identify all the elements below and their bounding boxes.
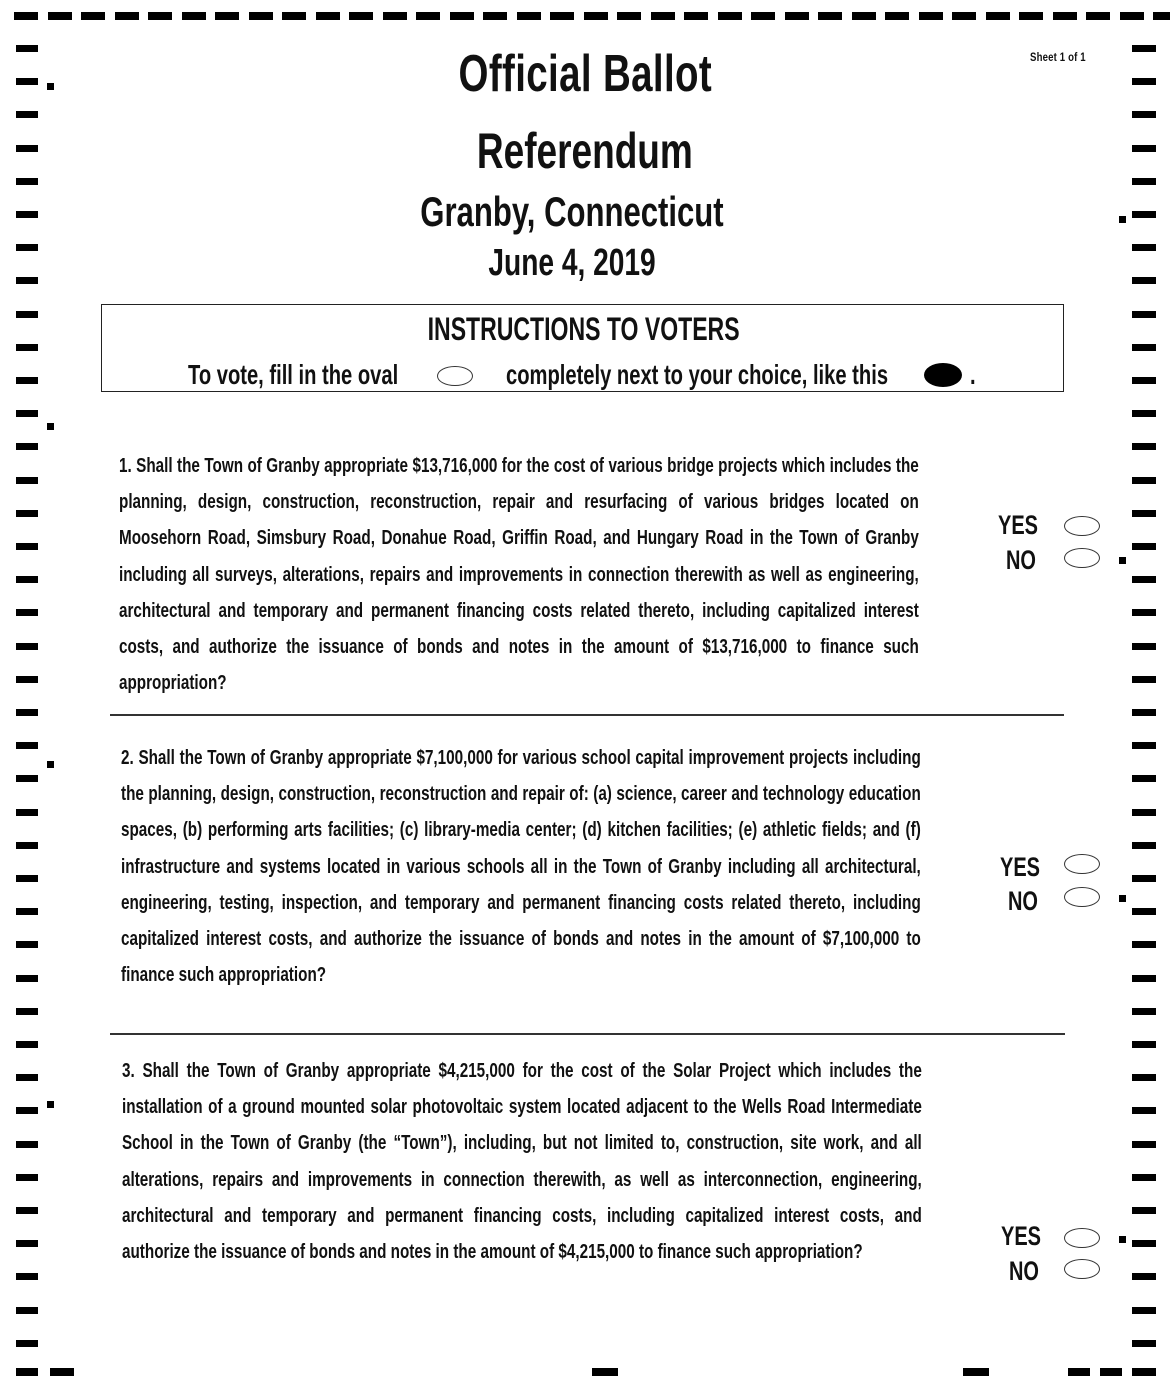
timing-mark — [718, 12, 742, 20]
timing-mark — [115, 12, 139, 20]
timing-mark — [751, 12, 775, 20]
timing-mark — [1132, 377, 1156, 384]
question-3-no-label: NO — [1009, 1256, 1039, 1286]
timing-mark — [16, 377, 38, 384]
timing-mark — [16, 875, 38, 882]
timing-mark — [16, 477, 38, 484]
timing-mark — [383, 12, 407, 20]
timing-mark — [16, 1107, 38, 1114]
timing-mark — [1132, 1107, 1156, 1114]
timing-mark — [584, 12, 608, 20]
timing-mark — [14, 12, 38, 20]
timing-mark — [1132, 1240, 1156, 1247]
timing-mark — [1019, 12, 1043, 20]
timing-mark — [1132, 609, 1156, 616]
timing-mark — [517, 12, 541, 20]
timing-mark — [1132, 643, 1156, 650]
timing-mark — [1132, 1307, 1156, 1314]
timing-mark — [16, 809, 38, 816]
timing-mark — [1132, 809, 1156, 816]
example-filled-oval-icon — [924, 363, 962, 387]
timing-mark — [1119, 895, 1126, 902]
question-2-text: 2. Shall the Town of Granby appropriate $7,100,000 for various school capital improvement projects including the planning, design, construction, reconstruction and repair of: (a) science, career and technology education spaces, (b) performing arts facilities; (c) library-media center; (d) kitchen facilities; (e) athletic fields; and (f) infrastructure and systems located in various schools all in the Town of Granby including all architectural, engineering, testing, inspection, and temporary and permanent financing costs related thereto, including capitalized interest costs, and authorize the issuance of bonds and notes in the amount of $7,100,000 to finance such appropriation? — [121, 746, 921, 987]
ballot-location: Granby, Connecticut — [420, 188, 724, 235]
timing-mark — [1132, 410, 1156, 417]
timing-mark — [1132, 842, 1156, 849]
timing-mark — [16, 709, 38, 716]
example-empty-oval-icon — [437, 366, 473, 386]
timing-mark — [1132, 477, 1156, 484]
question-2-yes-label: YES — [1000, 852, 1040, 882]
timing-mark — [215, 12, 239, 20]
timing-mark — [1132, 742, 1156, 749]
timing-mark — [16, 842, 38, 849]
timing-mark — [416, 12, 440, 20]
timing-mark — [16, 311, 38, 318]
timing-mark — [16, 742, 38, 749]
timing-mark — [1132, 908, 1156, 915]
timing-mark — [1132, 1174, 1156, 1181]
timing-mark — [1120, 12, 1144, 20]
timing-mark — [16, 1340, 38, 1347]
timing-mark — [1132, 1141, 1156, 1148]
question-1-yes-oval[interactable] — [1064, 516, 1100, 536]
timing-mark — [148, 12, 172, 20]
timing-mark — [952, 12, 976, 20]
timing-mark — [1132, 1368, 1156, 1376]
question-3-yes-label: YES — [1001, 1221, 1041, 1251]
timing-mark — [1132, 1074, 1156, 1081]
timing-mark — [16, 1074, 38, 1081]
timing-mark — [16, 1207, 38, 1214]
instructions-text-before: To vote, fill in the oval — [188, 359, 399, 390]
instructions-text-end: . — [970, 359, 976, 390]
timing-mark — [919, 12, 943, 20]
instructions-heading: INSTRUCTIONS TO VOTERS — [427, 311, 740, 347]
timing-mark — [1132, 1041, 1156, 1048]
timing-mark — [16, 543, 38, 550]
question-1-no-label: NO — [1006, 545, 1036, 575]
timing-mark — [16, 1041, 38, 1048]
timing-mark — [617, 12, 641, 20]
question-3-yes-oval[interactable] — [1064, 1228, 1100, 1248]
ballot-date: June 4, 2019 — [488, 242, 656, 284]
timing-mark — [1053, 12, 1077, 20]
timing-mark — [16, 1008, 38, 1015]
timing-mark — [1119, 557, 1126, 564]
timing-mark — [1132, 941, 1156, 948]
timing-mark — [182, 12, 206, 20]
timing-mark — [16, 1307, 38, 1314]
timing-mark — [16, 1368, 38, 1376]
timing-mark — [1132, 111, 1156, 118]
timing-mark — [16, 908, 38, 915]
question-1-text: 1. Shall the Town of Granby appropriate $13,716,000 for the cost of various bridge projects which includes the planning, design, construction, reconstruction, repair and resurfacing of various bridges located on Moosehorn Road, Simsbury Road, Donahue Road, Griffin Road, and Hungary Road in the Town of Granby including all surveys, alterations, repairs and improvements in connection therewith as well as engineering, architectural and temporary and permanent financing costs related thereto, including capitalized interest costs, and authorize the issuance of bonds and notes in the amount of $13,716,000 to finance such appropriation? — [119, 454, 919, 695]
timing-mark — [1132, 676, 1156, 683]
timing-mark — [1132, 1207, 1156, 1214]
timing-mark — [47, 423, 54, 430]
timing-mark — [16, 775, 38, 782]
timing-mark — [16, 643, 38, 650]
timing-mark — [785, 12, 809, 20]
timing-mark — [16, 1174, 38, 1181]
timing-mark — [852, 12, 876, 20]
timing-mark — [16, 1141, 38, 1148]
timing-mark — [16, 576, 38, 583]
timing-mark — [550, 12, 574, 20]
question-2-no-label: NO — [1008, 886, 1038, 916]
timing-mark — [1153, 12, 1170, 20]
timing-mark — [16, 1273, 38, 1280]
timing-mark — [16, 344, 38, 351]
timing-mark — [16, 1240, 38, 1247]
timing-mark — [1132, 1273, 1156, 1280]
timing-mark — [81, 12, 105, 20]
ballot-title: Official Ballot — [458, 45, 712, 103]
instructions-box — [101, 304, 1064, 392]
timing-mark — [1086, 12, 1110, 20]
timing-mark — [16, 443, 38, 450]
timing-mark — [1132, 1340, 1156, 1347]
timing-mark — [16, 975, 38, 982]
instructions-text-middle: completely next to your choice, like this — [506, 359, 889, 390]
timing-mark — [450, 12, 474, 20]
question-3-text: 3. Shall the Town of Granby appropriate $4,215,000 for the cost of the Solar Project which includes the installation of a ground mounted solar photovoltaic system located adjacent to the Wells Road Intermediate School in the Town of Granby (the “Town”), including, but not limited to, construction, site work, and all alterations, repairs and improvements in connection therewith, as well as interconnection, engineering, architectural and temporary and permanent financing costs, including capitalized interest costs, and authorize the issuance of bonds and notes in the amount of $4,215,000 to finance such appropriation? — [122, 1059, 922, 1264]
timing-mark — [16, 609, 38, 616]
question-2-no-oval[interactable] — [1064, 887, 1100, 907]
timing-mark — [282, 12, 306, 20]
timing-mark — [349, 12, 373, 20]
timing-mark — [885, 12, 909, 20]
timing-mark — [16, 111, 38, 118]
ballot-subtitle: Referendum — [477, 123, 693, 179]
timing-mark — [1132, 1008, 1156, 1015]
question-3-no-oval[interactable] — [1064, 1259, 1100, 1279]
timing-mark — [1119, 1236, 1126, 1243]
timing-mark — [16, 510, 38, 517]
timing-mark — [651, 12, 675, 20]
timing-mark — [47, 761, 54, 768]
timing-mark — [1132, 775, 1156, 782]
question-2-yes-oval[interactable] — [1064, 854, 1100, 874]
timing-mark — [963, 1368, 989, 1376]
timing-mark — [1068, 1368, 1090, 1376]
timing-mark — [1132, 875, 1156, 882]
timing-mark — [1132, 975, 1156, 982]
timing-mark — [1132, 443, 1156, 450]
sheet-label: Sheet 1 of 1 — [1030, 50, 1086, 64]
timing-mark — [1132, 510, 1156, 517]
timing-mark — [16, 941, 38, 948]
timing-mark — [1132, 543, 1156, 550]
timing-mark — [483, 12, 507, 20]
timing-mark — [986, 12, 1010, 20]
timing-mark — [1132, 311, 1156, 318]
question-divider — [110, 1033, 1065, 1035]
timing-mark — [50, 1368, 74, 1376]
timing-mark — [249, 12, 273, 20]
question-divider — [110, 714, 1064, 716]
timing-mark — [1132, 344, 1156, 351]
timing-mark — [16, 410, 38, 417]
timing-mark — [592, 1368, 618, 1376]
timing-mark — [1132, 576, 1156, 583]
question-1-yes-label: YES — [998, 510, 1038, 540]
timing-mark — [1100, 1368, 1122, 1376]
timing-mark — [16, 676, 38, 683]
question-1-no-oval[interactable] — [1064, 548, 1100, 568]
timing-mark — [818, 12, 842, 20]
timing-mark — [47, 1101, 54, 1108]
timing-mark — [1132, 709, 1156, 716]
timing-mark — [316, 12, 340, 20]
timing-mark — [684, 12, 708, 20]
timing-mark — [48, 12, 72, 20]
